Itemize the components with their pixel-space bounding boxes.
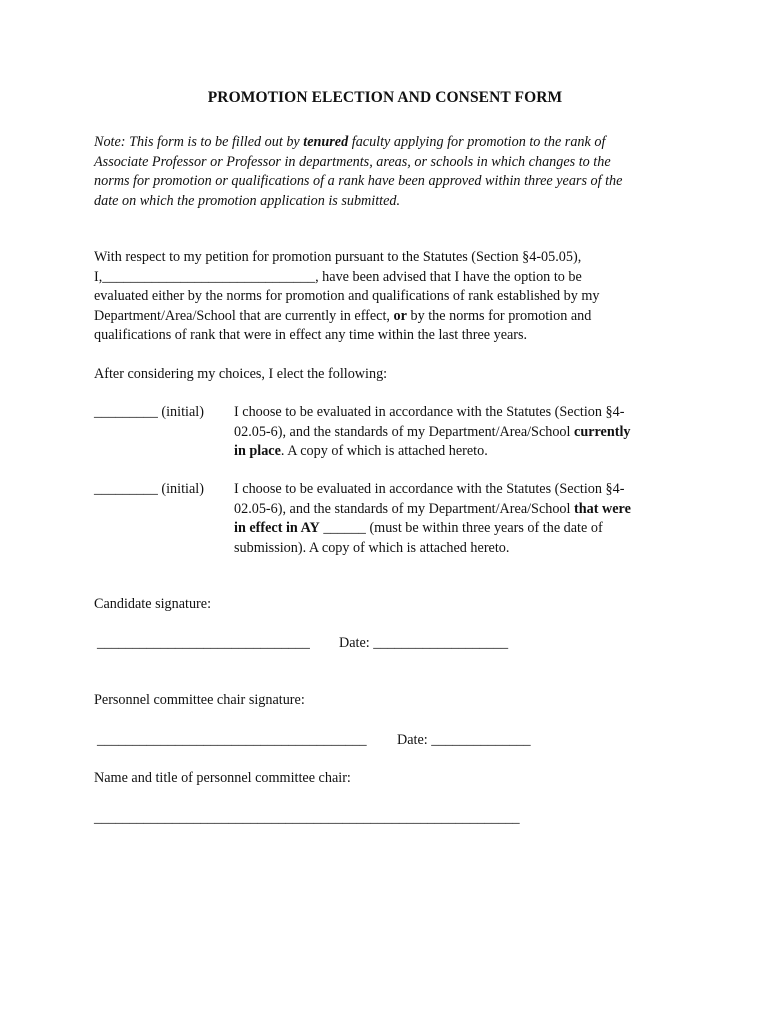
petition-line-1: With respect to my petition for promotion pursuant to the Statutes (Section §4-05.05),: [94, 249, 582, 265]
petition-line-4-post: by the norms for promotion and: [406, 307, 592, 324]
note-line-4: date on which the promotion application is submitted.: [94, 192, 401, 209]
note-line-1: [94, 133, 684, 153]
option-2-line-4: submission). A copy of which is attached hereto.: [234, 539, 510, 556]
form-title: PROMOTION ELECTION AND CONSENT FORM: [207, 89, 563, 106]
option-1-line-3: [234, 442, 674, 462]
chair-date-field[interactable]: Date: ______________: [397, 732, 531, 748]
candidate-signature-field[interactable]: ______________________________: [97, 635, 310, 651]
option-2-text: [234, 480, 674, 558]
note-line-3: norms for promotion or qualifications of a rank have been approved within three years of the: [94, 173, 623, 189]
petition-line-4: [94, 307, 654, 327]
option-1-line-2-pre: 02.05-6), and the standards of my Department/Area/School: [234, 423, 575, 440]
option-2-line-2: [234, 500, 674, 520]
candidate-date-field[interactable]: Date: ___________________: [339, 635, 509, 651]
option-1-initial-field[interactable]: _________ (initial): [94, 404, 204, 420]
petition-line-5: qualifications of rank that were in effect any time within the last three years.: [94, 327, 528, 343]
chair-name-field[interactable]: ____________________________________________________________: [94, 810, 520, 826]
option-1-bold-in-place: in place: [234, 443, 281, 459]
petition-paragraph: [94, 248, 654, 346]
option-2-line-3: [234, 519, 674, 539]
petition-line-3: evaluated either by the norms for promotion and qualifications of rank established by my: [94, 288, 600, 304]
option-2-ay-field[interactable]: ______ (must be within three years of the date of: [319, 520, 603, 536]
option-2-line-1: I choose to be evaluated in accordance with the Statutes (Section §4-: [234, 481, 625, 497]
note-line-1-rest: faculty applying for promotion to the rank of: [348, 134, 606, 150]
note-prefix: Note: This form is to be filled out by: [94, 134, 304, 150]
option-1-text: [234, 403, 674, 462]
note-bold-tenured: tenured: [303, 134, 349, 150]
option-2-bold-that-were: that were: [574, 500, 631, 517]
elect-intro: After considering my choices, I elect the following:: [94, 366, 388, 382]
option-2-initial-field[interactable]: _________ (initial): [94, 481, 204, 497]
candidate-signature-label: Candidate signature:: [94, 596, 212, 612]
note-line-2: Associate Professor or Professor in departments, areas, or schools in which changes to the: [94, 153, 611, 170]
petition-name-field[interactable]: I,______________________________, have been advised that I have the option to be: [94, 268, 582, 285]
option-1-bold-currently: currently: [574, 423, 631, 440]
option-1-line-1: I choose to be evaluated in accordance with the Statutes (Section §4-: [234, 404, 625, 420]
chair-signature-field[interactable]: ______________________________________: [97, 732, 367, 748]
option-1-line-2: [234, 423, 674, 443]
option-2-bold-in-effect-ay: in effect in AY: [234, 520, 320, 536]
option-2-line-2-pre: 02.05-6), and the standards of my Department/Area/School: [234, 500, 575, 517]
chair-name-label: Name and title of personnel committee chair:: [94, 770, 351, 786]
option-1-line-3-post: . A copy of which is attached hereto.: [280, 443, 488, 459]
petition-line-4-pre: Department/Area/School that are currently in effect,: [94, 307, 394, 324]
instruction-note: [94, 133, 684, 211]
petition-bold-or: or: [393, 307, 407, 324]
chair-signature-label: Personnel committee chair signature:: [94, 692, 305, 708]
